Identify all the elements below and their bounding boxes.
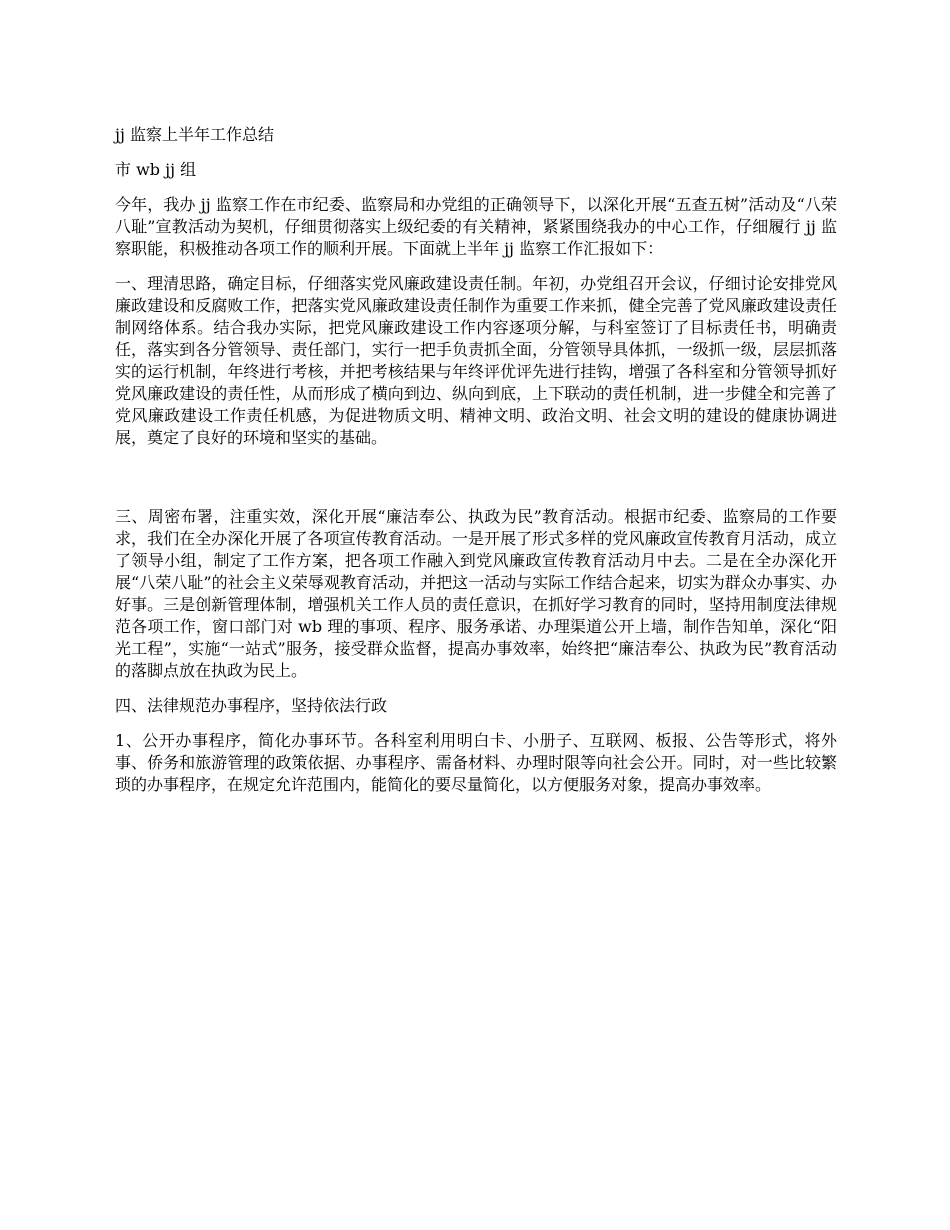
section-4-heading: 四、法律规范办事程序，坚持依法行政 [115, 696, 388, 715]
section-1-paragraph: 一、理清思路，确定目标，仔细落实党风廉政建设责任制。年初，办党组召开会议，仔细讨论安排党风廉政建设和反腐败工作，把落实党风廉政建设责任制作为重要工作来抓，健全完善了党风廉政建设责任制网络体系。结合我办实际，把党风廉政建设工作内容逐项分解，与科室签订了目标责任书，明确责任，落实到各分管领导、责任部门，实行一把手负责抓全面，分管领导具体抓，一级抓一级，层层抓落实的运行机制，年终进行考核，并把考核结果与年终评优评先进行挂钩，增强了各科室和分管领导抓好党风廉政建设的责任性，从而形成了横向到边、纵向到底，上下联动的责任机制，进一步健全和完善了党风廉政建设工作责任机感，为促进物质文明、精神文明、政治文明、社会文明的建设的健康协调进展，奠定了良好的环境和坚实的基础。 [115, 274, 837, 447]
intro-paragraph: 今年，我办 jj 监察工作在市纪委、监察局和办党组的正确领导下，以深化开展“五查五树”活动及“八荣八耻”宣教活动为契机，仔细贯彻落实上级纪委的有关精神，紧紧围绕我办的中心工作，仔细履行 jj 监察职能，积极推动各项工作的顺利开展。下面就上半年 jj 监察工作汇报如下： [115, 195, 837, 258]
document-title: jj 监察上半年工作总结 [115, 125, 275, 144]
document-author: 市 wb jj 组 [115, 160, 197, 179]
section-4-item-1-paragraph: 1、公开办事程序，简化办事环节。各科室利用明白卡、小册子、互联网、板报、公告等形式，将外事、侨务和旅游管理的政策依据、办事程序、需备材料、办理时限等向社会公开。同时，对一些比较繁琐的办事程序，在规定允许范围内，能简化的要尽量简化，以方便服务对象，提高办事效率。 [115, 731, 837, 794]
section-3-paragraph: 三、周密布署，注重实效，深化开展“廉洁奉公、执政为民”教育活动。根据市纪委、监察局的工作要求，我们在全办深化开展了各项宣传教育活动。一是开展了形式多样的党风廉政宣传教育月活动，成立了领导小组，制定了工作方案，把各项工作融入到党风廉政宣传教育活动月中去。二是在全办深化开展“八荣八耻”的社会主义荣辱观教育活动，并把这一活动与实际工作结合起来，切实为群众办事实、办好事。三是创新管理体制，增强机关工作人员的责任意识，在抓好学习教育的同时，坚持用制度法律规范各项工作，窗口部门对 wb 理的事项、程序、服务承诺、办理渠道公开上墙，制作告知单，深化“阳光工程”，实施“一站式”服务，接受群众监督，提高办事效率，始终把“廉洁奉公、执政为民”教育活动的落脚点放在执政为民上。 [115, 507, 837, 680]
document-page [115, 124, 837, 809]
